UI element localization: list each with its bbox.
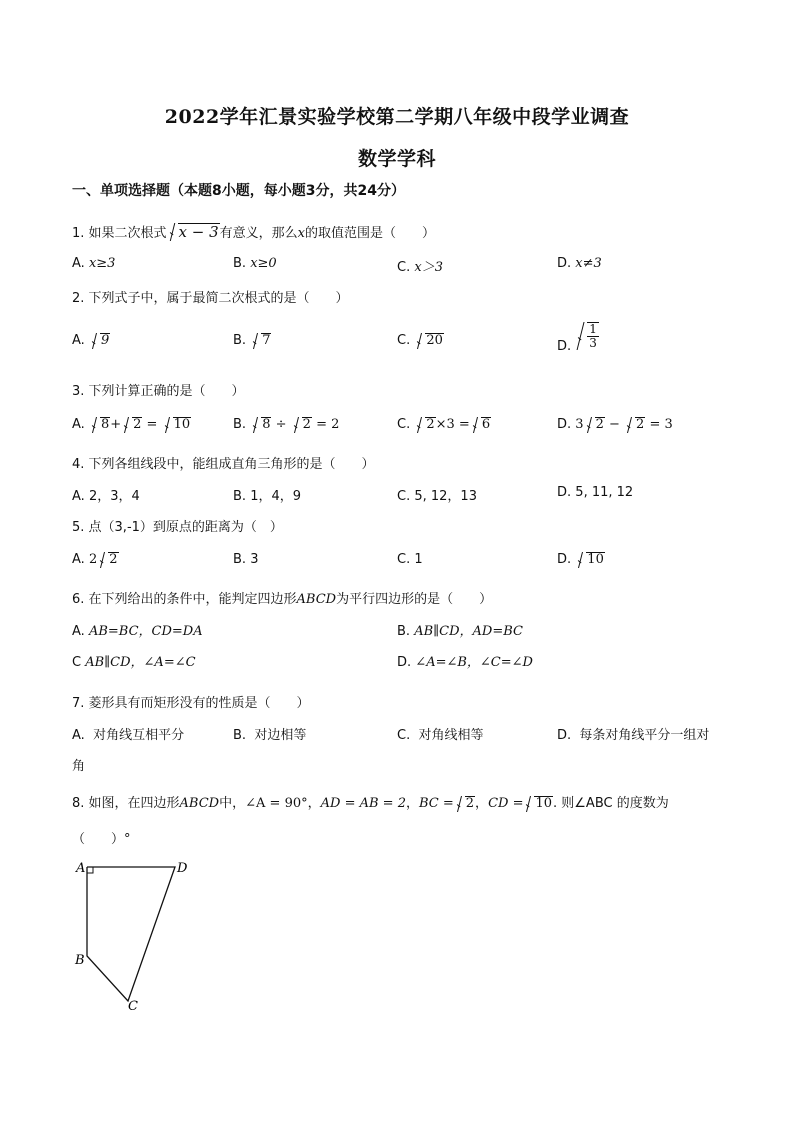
label-c: C — [128, 999, 138, 1014]
q7-option-d-wrap: 角 — [72, 759, 86, 774]
q4-option-d[interactable]: D. 5, 11, 12 — [557, 485, 634, 500]
q6-option-b[interactable]: B. AB∥CD，AD=BC — [397, 624, 523, 639]
q1-option-a[interactable]: A. x≥3 — [72, 256, 116, 271]
q5-option-d[interactable]: D. 10 — [557, 552, 604, 567]
question-8: 8. 如图，在四边形ABCD中，∠A = 90°，AD = AB = 2，BC = 2，CD = 10. 则∠ABC 的度数为 — [72, 796, 669, 811]
label-d: D — [177, 861, 188, 876]
q1-option-b[interactable]: B. x≥0 — [233, 256, 277, 271]
q2-option-a[interactable]: A. 9 — [72, 333, 110, 348]
q3-option-a[interactable]: A. 8+ 2 = 10 — [72, 417, 191, 432]
q1-option-c[interactable]: C. x＞3 — [397, 260, 443, 275]
exam-title: 2022学年汇景实验学校第二学期八年级中段学业调查 — [164, 106, 630, 128]
q7-option-a[interactable]: A. 对角线互相平分 — [72, 728, 185, 743]
q4-option-c[interactable]: C. 5, 12，13 — [397, 489, 477, 504]
quadrilateral-figure — [70, 855, 200, 1015]
question-4: 4. 下列各组线段中，能组成直角三角形的是（ ） — [72, 457, 375, 472]
q6-option-a[interactable]: A. AB=BC，CD=DA — [72, 624, 203, 639]
exam-subtitle: 数学学科 — [357, 148, 436, 170]
q7-option-d[interactable]: D. 每条对角线平分一组对 — [557, 728, 710, 743]
section-heading: 一、单项选择题（本题8小题，每小题3分，共24分） — [72, 183, 405, 199]
q7-option-c[interactable]: C. 对角线相等 — [397, 728, 484, 743]
question-2: 2. 下列式子中，属于最简二次根式的是（ ） — [72, 291, 349, 306]
q2-option-d[interactable]: D. $\frac{1}{3}$ — [557, 322, 597, 355]
q6-option-c[interactable]: C AB∥CD，∠A=∠C — [72, 655, 196, 670]
q1-option-d[interactable]: D. x≠3 — [557, 256, 602, 271]
figure-outline — [87, 867, 175, 1001]
label-b: B — [75, 953, 85, 968]
q4-option-a[interactable]: A. 2，3，4 — [72, 489, 140, 504]
label-a: A — [76, 861, 86, 876]
q5-option-a[interactable]: A. 2 2 — [72, 552, 118, 567]
question-1: 1. 如果二次根式 x − 3有意义，那么x的取值范围是（ ） — [72, 223, 436, 241]
question-3: 3. 下列计算正确的是（ ） — [72, 384, 245, 399]
q3-option-c[interactable]: C. 2×3 = 6 — [397, 417, 491, 432]
q2-option-c[interactable]: C. 20 — [397, 333, 443, 348]
q6-option-d[interactable]: D. ∠A=∠B，∠C=∠D — [397, 655, 533, 670]
q5-option-b[interactable]: B. 3 — [233, 552, 259, 567]
question-8-line-2: （ ）° — [72, 832, 131, 847]
question-7: 7. 菱形具有而矩形没有的性质是（ ） — [72, 696, 310, 711]
q3-option-d[interactable]: D. 3 2 − 2 = 3 — [557, 417, 673, 432]
q5-option-c[interactable]: C. 1 — [397, 552, 423, 567]
question-6: 6. 在下列给出的条件中，能判定四边形ABCD为平行四边形的是（ ） — [72, 592, 493, 607]
question-5: 5. 点（3,-1）到原点的距离为（ ） — [72, 520, 283, 535]
q3-option-b[interactable]: B. 8 ÷ 2 = 2 — [233, 417, 340, 432]
q7-option-b[interactable]: B. 对边相等 — [233, 728, 307, 743]
q4-option-b[interactable]: B. 1，4，9 — [233, 489, 302, 504]
q2-option-b[interactable]: B. 7 — [233, 333, 271, 348]
right-angle-mark — [87, 867, 93, 873]
sqrt-expression: x − 3 — [169, 223, 220, 241]
